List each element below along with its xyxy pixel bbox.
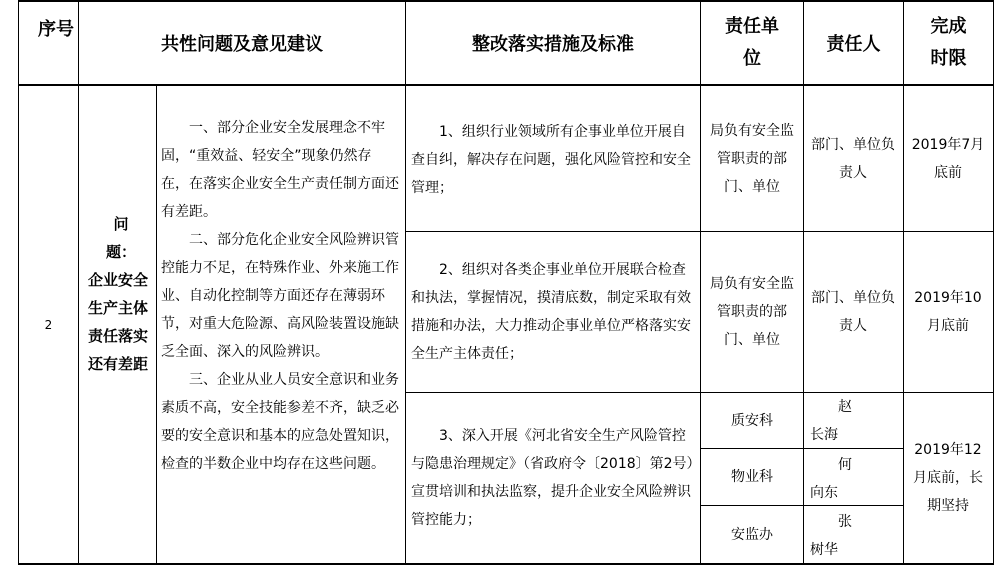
row-seq-value: 2 bbox=[44, 317, 53, 332]
measure-2-unit bbox=[706, 232, 798, 392]
measure-2-text: 2、组织对各类企事业单位开展联合检查和执法，掌握情况，摸清底数，制定采取有效措施和办法，大力推动企事业单位严格落实安全生产主体责任； bbox=[411, 262, 691, 362]
header-person-text: 责任人 bbox=[826, 34, 881, 55]
row-seq bbox=[19, 86, 78, 563]
header-measures bbox=[406, 2, 700, 84]
subunit-2-person bbox=[810, 451, 856, 507]
header-issue-text: 共性问题及意见建议 bbox=[161, 34, 323, 55]
issue-label bbox=[82, 210, 154, 378]
measure-3-deadline bbox=[910, 393, 986, 563]
problem-1: 一、部分企业安全发展理念不牢固，“重效益、轻安全”现象仍然存在，在落实企业安全生产责任制方面还有差距。 bbox=[161, 120, 399, 220]
col-divider bbox=[803, 0, 804, 565]
subunit-1-person bbox=[810, 393, 856, 449]
issue-label-title: 企业安全生产主体责任落实还有差距 bbox=[88, 271, 149, 373]
subunit-1-unit: 质安科 bbox=[731, 412, 773, 429]
problem-description bbox=[161, 114, 399, 478]
measure-1-deadline bbox=[906, 86, 990, 231]
col-divider bbox=[903, 0, 904, 565]
subunit-2-person-text: 何向东 bbox=[810, 457, 852, 501]
row-divider bbox=[405, 392, 994, 393]
issue-label-prefix: 问题： bbox=[105, 215, 136, 261]
measure-2-unit-text: 局负有安全监管职责的部门、单位 bbox=[710, 276, 794, 348]
measure-3-deadline-text: 2019年12月底前，长期坚持 bbox=[913, 442, 983, 514]
row-divider bbox=[405, 231, 994, 232]
measure-2-deadline-text: 2019年10月底前 bbox=[914, 290, 982, 334]
subunit-2 bbox=[701, 449, 803, 505]
subunit-3-unit: 安监办 bbox=[731, 526, 773, 543]
col-divider bbox=[405, 0, 406, 565]
problem-2: 二、部分危化企业安全风险辨识管控能力不足，在特殊作业、外来施工作业、自动化控制等方面还存在薄弱环节，对重大危险源、高风险装置设施缺乏全面、深入的风险辨识。 bbox=[161, 232, 399, 360]
col-divider bbox=[993, 0, 994, 565]
subunit-3-person bbox=[810, 508, 856, 564]
measure-3 bbox=[411, 422, 694, 534]
subunit-1 bbox=[701, 393, 803, 448]
header-deadline-text: 完成时限 bbox=[930, 16, 967, 69]
measure-2-person-text: 部门、单位负责人 bbox=[811, 290, 895, 334]
header-measures-text: 整改落实措施及标准 bbox=[472, 34, 634, 55]
subunit-2-unit: 物业科 bbox=[731, 469, 773, 485]
header-issue bbox=[79, 2, 405, 84]
col-divider bbox=[156, 86, 157, 564]
header-deadline bbox=[904, 2, 993, 84]
header-seq bbox=[19, 2, 78, 84]
header-seq-text: 序号 bbox=[38, 19, 74, 40]
measure-1 bbox=[411, 118, 694, 202]
header-unit bbox=[701, 2, 803, 84]
measure-2 bbox=[411, 256, 694, 368]
measure-2-person bbox=[806, 232, 900, 392]
measure-2-deadline bbox=[910, 232, 986, 392]
subunit-3 bbox=[701, 506, 803, 563]
subunit-3-person-text: 张树华 bbox=[810, 514, 852, 558]
measure-1-text: 1、组织行业领域所有企事业单位开展自查自纠，解决存在问题，强化风险管控和安全管理； bbox=[411, 124, 691, 196]
header-unit-text: 责任单位 bbox=[725, 16, 779, 69]
measure-1-unit-text: 局负有安全监管职责的部门、单位 bbox=[710, 122, 794, 195]
problem-3: 三、企业从业人员安全意识和业务素质不高，安全技能参差不齐，缺乏必要的安全意识和基本的应急处置知识，检查的半数企业中均存在这些问题。 bbox=[161, 372, 399, 472]
measure-1-deadline-text: 2019年7月底前 bbox=[911, 136, 985, 181]
measure-1-unit bbox=[706, 86, 798, 231]
col-divider bbox=[78, 0, 79, 565]
measure-1-person bbox=[806, 86, 900, 231]
measure-3-text: 3、深入开展《河北省安全生产风险管控与隐患治理规定》（省政府令〔2018〕第2号）宣贯培训和执法监察，提升企业安全风险辨识管控能力； bbox=[411, 428, 694, 528]
header-person bbox=[804, 2, 903, 84]
measure-1-person-text: 部门、单位负责人 bbox=[811, 136, 895, 181]
subunit-1-person-text: 赵长海 bbox=[810, 399, 852, 443]
